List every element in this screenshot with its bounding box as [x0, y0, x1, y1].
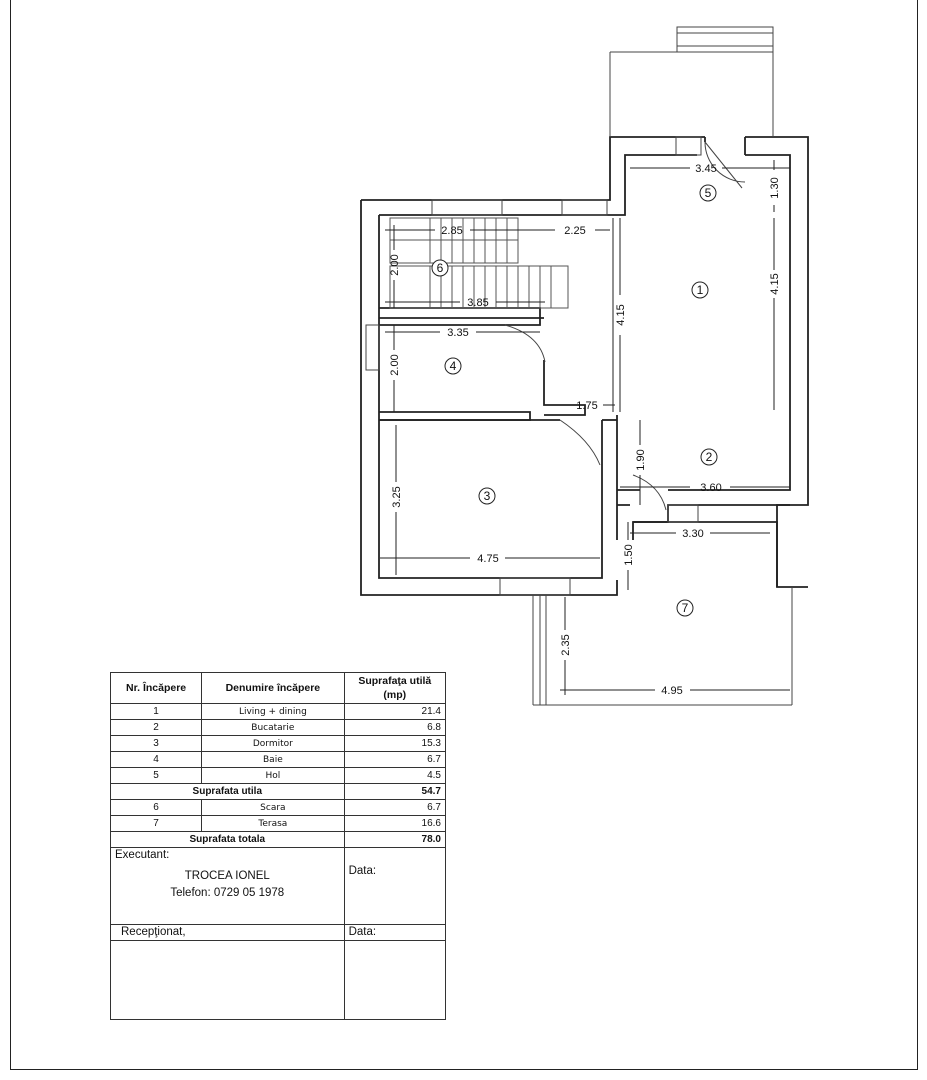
date-cell-1: [344, 848, 445, 925]
table-row: [111, 800, 446, 816]
date-label-2: Data:: [344, 925, 445, 941]
date-label-1: Data:: [348, 865, 377, 877]
row-area: 6.7: [344, 800, 445, 816]
table-row: [111, 736, 446, 752]
dim-label: 2.35: [560, 634, 572, 656]
row-name: Dormitor: [202, 736, 344, 752]
header-area: Suprafaţa utilă (mp): [344, 673, 445, 704]
svg-text:5: 5: [704, 186, 712, 200]
dim-label: 3.85: [467, 297, 489, 309]
dim-label: 4.15: [615, 304, 627, 326]
row-nr: 3: [111, 736, 202, 752]
room-marker-2: [701, 449, 717, 465]
dim-label: 2.00: [389, 354, 401, 376]
executant-cell: [111, 848, 345, 925]
received-signature-cell: [111, 941, 345, 1020]
row-area: 21.4: [344, 704, 445, 720]
dim-label: 3.60: [700, 482, 722, 494]
executant-label: Executant:: [115, 849, 170, 861]
row-nr: 1: [111, 704, 202, 720]
row-area: 4.5: [344, 768, 445, 784]
walls: [361, 137, 808, 595]
dim-label: 3.35: [447, 327, 469, 339]
table-row: [111, 752, 446, 768]
executant-row: [111, 848, 446, 925]
dimension-labels: [389, 163, 781, 697]
row-area: 15.3: [344, 736, 445, 752]
dim-label: 1.75: [576, 400, 598, 412]
row-area: 6.7: [344, 752, 445, 768]
table-header-row: [111, 673, 446, 704]
table-row: [111, 816, 446, 832]
grand-total-row: [111, 832, 446, 848]
row-area: 6.8: [344, 720, 445, 736]
row-nr: 7: [111, 816, 202, 832]
row-name: Hol: [202, 768, 344, 784]
useful-total-value: 54.7: [344, 784, 445, 800]
row-nr: 5: [111, 768, 202, 784]
executant-phone: Telefon: 0729 05 1978: [170, 887, 285, 899]
svg-text:4: 4: [449, 359, 457, 373]
row-nr: 6: [111, 800, 202, 816]
area-table: [110, 672, 446, 1020]
svg-text:6: 6: [436, 261, 444, 275]
dim-label: 1.90: [635, 449, 647, 471]
row-name: Living + dining: [202, 704, 344, 720]
table-row: [111, 768, 446, 784]
dim-label: 4.75: [477, 553, 499, 565]
svg-text:1: 1: [696, 283, 704, 297]
row-name: Scara: [202, 800, 344, 816]
room-marker-6: [432, 260, 448, 276]
date-signature-cell: [344, 941, 445, 1020]
room-marker-4: [445, 358, 461, 374]
room-markers: [432, 185, 717, 616]
received-row: [111, 925, 446, 941]
dim-label: 3.30: [682, 528, 704, 540]
row-name: Bucatarie: [202, 720, 344, 736]
dim-label: 3.45: [695, 163, 717, 175]
table-row: [111, 720, 446, 736]
svg-text:3: 3: [483, 489, 491, 503]
dim-label: 2.00: [389, 254, 401, 276]
dim-label: 4.95: [661, 685, 683, 697]
row-name: Terasa: [202, 816, 344, 832]
room-marker-3: [479, 488, 495, 504]
windows: [366, 27, 792, 705]
room-marker-7: [677, 600, 693, 616]
table-row: [111, 704, 446, 720]
header-name: Denumire încăpere: [202, 673, 344, 704]
executant-name: TROCEA IONEL: [184, 870, 270, 882]
header-nr: Nr. Încăpere: [111, 673, 202, 704]
dim-label: 2.85: [441, 225, 463, 237]
grand-total-label: Suprafata totala: [111, 832, 345, 848]
svg-text:7: 7: [681, 601, 689, 615]
useful-total-row: [111, 784, 446, 800]
row-name: Baie: [202, 752, 344, 768]
room-marker-5: [700, 185, 716, 201]
dim-label: 1.30: [769, 177, 781, 199]
row-area: 16.6: [344, 816, 445, 832]
svg-text:2: 2: [705, 450, 713, 464]
dim-label: 1.50: [623, 544, 635, 566]
dim-label: 2.25: [564, 225, 586, 237]
received-label: Recepţionat,: [111, 925, 345, 941]
row-nr: 2: [111, 720, 202, 736]
dim-label: 4.15: [769, 273, 781, 295]
signature-row: [111, 941, 446, 1020]
room-marker-1: [692, 282, 708, 298]
row-nr: 4: [111, 752, 202, 768]
staircase: [390, 218, 568, 308]
dim-label: 3.25: [391, 486, 403, 508]
useful-total-label: Suprafata utila: [111, 784, 345, 800]
grand-total-value: 78.0: [344, 832, 445, 848]
